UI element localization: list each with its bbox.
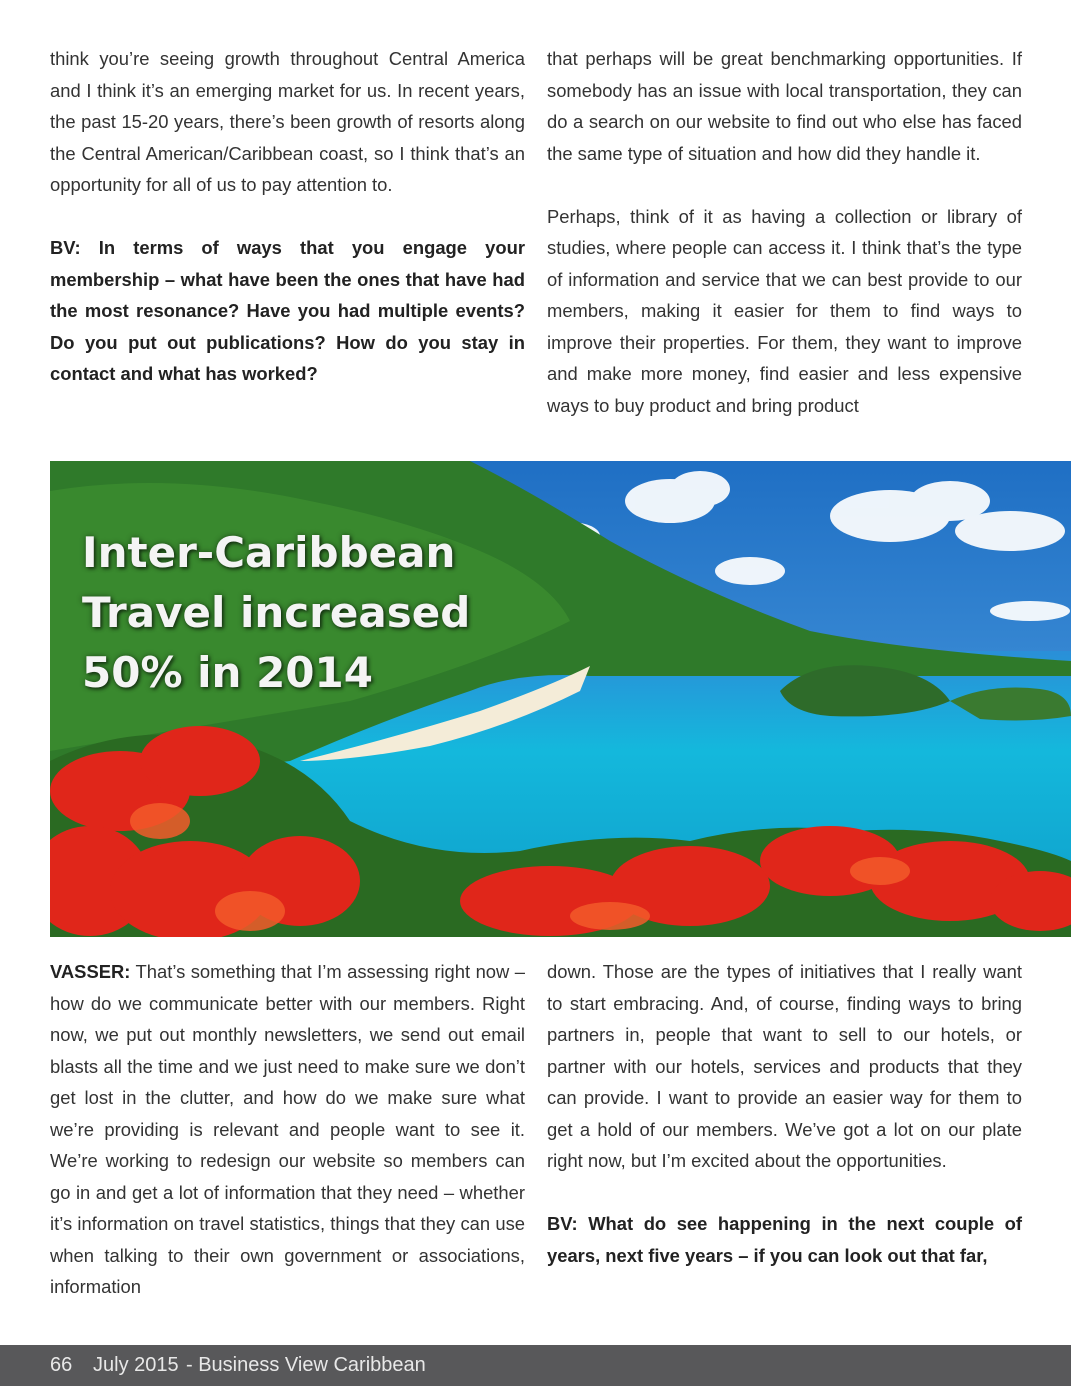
body-paragraph: Perhaps, think of it as having a collection or library of studies, where people can access it. I think that’s the type of information and service that we can best provide to our members, making it easier for them to find ways to improve their properties. For them, they want to improve and make more money, find easier and less expensive ways to buy product and bring product	[547, 205, 1022, 416]
caribbean-beach-photo	[50, 461, 1071, 937]
interview-question: BV: In terms of ways that you engage your membership – what have been the ones that have had the most resonance? Have you had multiple events? Do you put out publications? How do you stay in contact and what has worked?	[50, 237, 525, 384]
interview-question: BV: What do see happening in the next couple of years, next five years – if you can look out that far,	[547, 1213, 1022, 1266]
caption-line: Travel increased	[82, 588, 471, 637]
answer-paragraph	[50, 956, 525, 1303]
photo-caption	[82, 523, 470, 703]
page-footer	[0, 1345, 1071, 1386]
column-4	[547, 956, 1022, 1271]
answer-text: That’s something that I’m assessing right now – how do we communicate better with our members. Right now, we put out monthly newsletters, we send out email blasts all the time and we just need to make sure we don’t get lost in the clutter, and how do we make sure what we’re providing is relevant and people want to see it. We’re working to redesign our website so members can go in and get a lot of information that they need – whether it’s information on travel statistics, things that they can use when talking to their own government or associations, information	[50, 961, 525, 1297]
issue-date: July 2015	[93, 1354, 179, 1376]
body-paragraph: that perhaps will be great benchmarking opportunities. If somebody has an issue with local transportation, they can do a search on our website to find out who else has faced the same type of situation and how did they handle it.	[547, 48, 1022, 164]
speaker-label: VASSER:	[50, 961, 131, 982]
column-3	[50, 956, 525, 1303]
caption-line: Inter-Caribbean	[82, 528, 456, 577]
column-2	[547, 43, 1022, 421]
body-paragraph: down. Those are the types of initiatives that I really want to start embracing. And, of course, finding ways to bring partners in, people that want to sell to our hotels, or partner with our hotels, services and products that they can provide. I want to provide an easier way for them to get a hold of our members. We’ve got a lot on our plate right now, but I’m excited about the opportunities.	[547, 961, 1022, 1171]
publication-name: - Business View Caribbean	[186, 1354, 426, 1376]
body-paragraph: think you’re seeing growth throughout Central America and I think it’s an emerging market for us. In recent years, the past 15-20 years, there’s been growth of resorts along the Central American/Caribbean coast, so I think that’s an opportunity for all of us to pay attention to.	[50, 48, 525, 195]
page-number: 66	[50, 1354, 73, 1376]
caption-line: 50% in 2014	[82, 648, 373, 697]
column-1	[50, 43, 525, 390]
